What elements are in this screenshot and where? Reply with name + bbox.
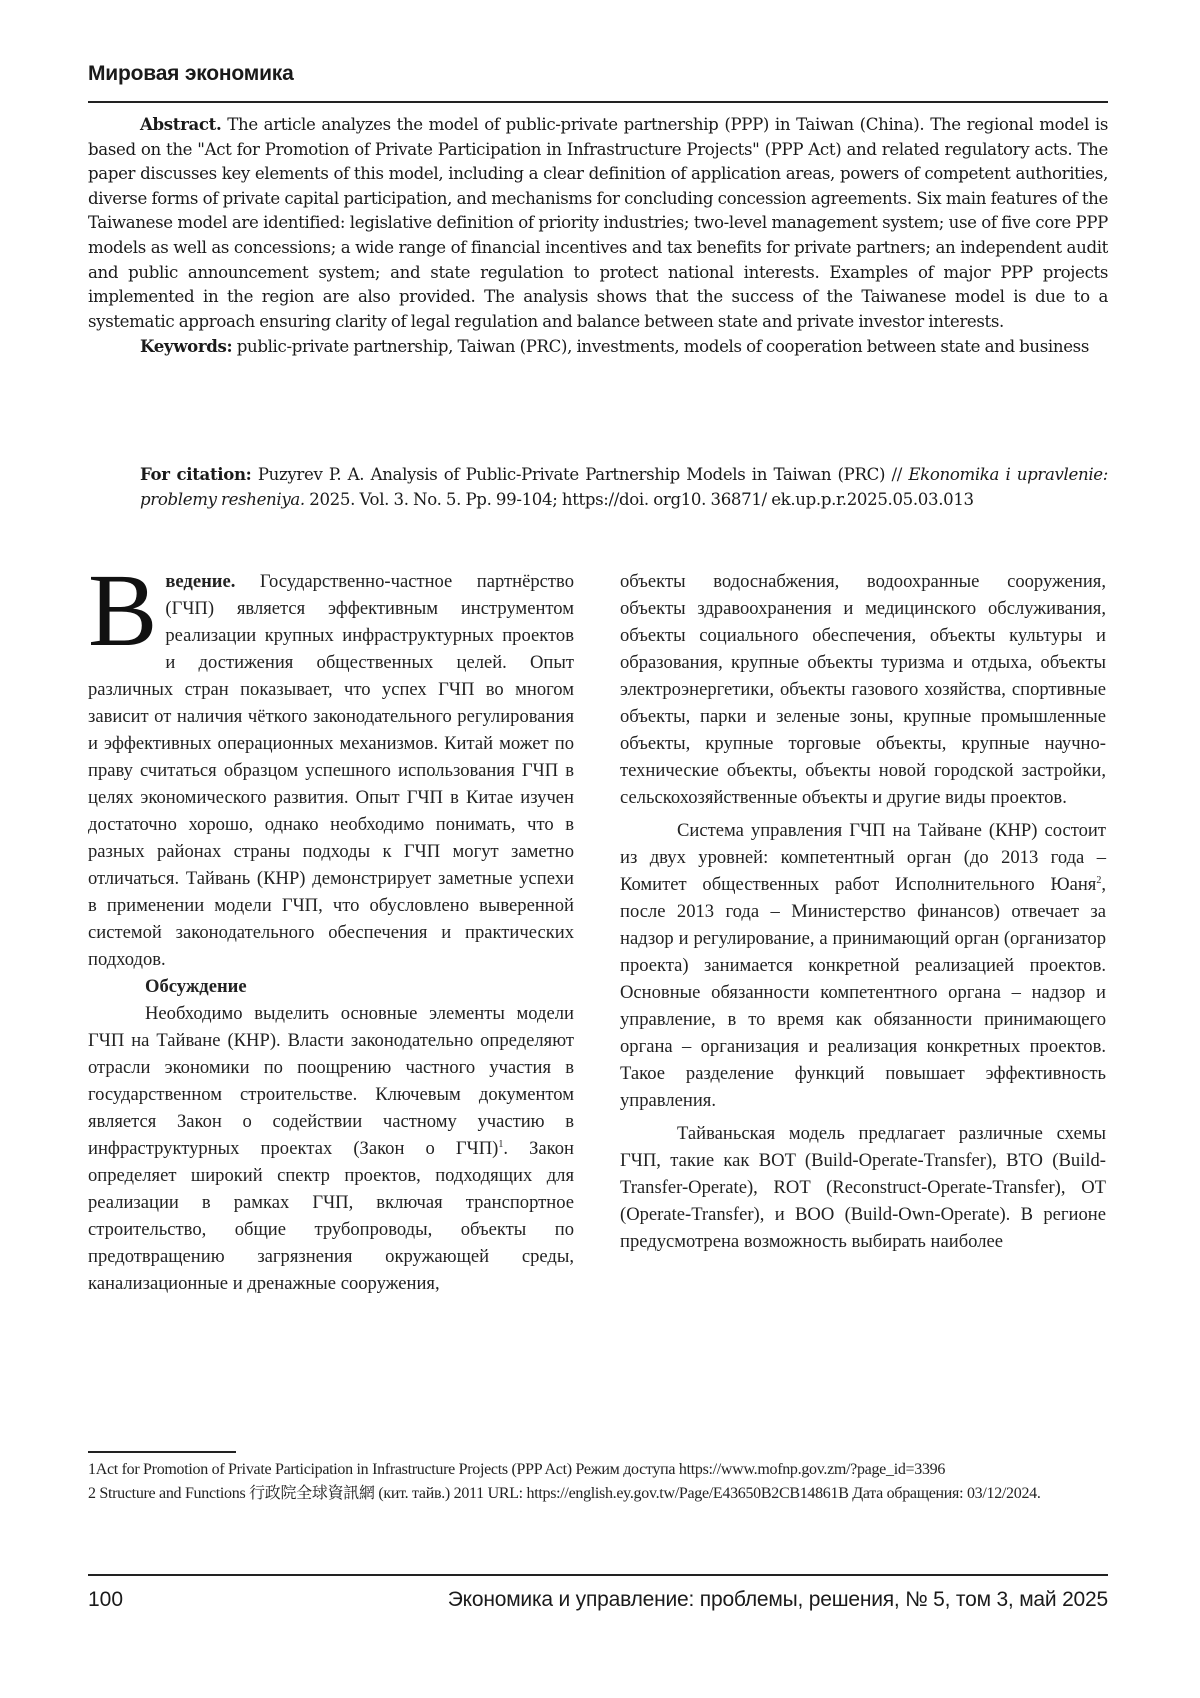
- journal-info: Экономика и управление: проблемы, решения, № 5, том 3, май 2025: [447, 1588, 1108, 1611]
- discussion-text-1: Необходимо выделить основные элементы модели ГЧП на Тайване (КНР). Власти законодательно определяют отрасли экономики по поощрению частного участия в государственном строительстве. Ключевым документом является Закон о содействии частному участию в инфраструктурных проектах (Закон о ГЧП): [88, 1003, 574, 1159]
- keywords-label: Keywords:: [140, 336, 233, 357]
- footnote-text: Structure and Functions 行政院全球資訊網 (кит. тайв.) 2011 URL: https://english.ey.gov.tw/Page/E43650B2CB14861B Дата обращения: 03/12/2024.: [99, 1485, 1041, 1502]
- intro-heading: ведение.: [165, 571, 236, 592]
- abstract-block: [88, 112, 1108, 360]
- management-paragraph: [620, 817, 1106, 1114]
- footnote-text: Act for Promotion of Private Participation in Infrastructure Projects (PPP Act) Режим доступа https://www.mofnp.gov.zm/?page_id=3396: [95, 1461, 946, 1478]
- abstract-label: Abstract.: [140, 114, 222, 134]
- citation-text-after: 2025. Vol. 3. No. 5. Pp. 99-104; https://doi. org10. 36871/ ek.up.p.r.2025.05.03.013: [304, 489, 974, 509]
- citation-block: [140, 462, 1108, 512]
- header-divider: [88, 101, 1108, 103]
- footnote-2: [88, 1482, 1108, 1506]
- section-title: Мировая экономика: [88, 62, 294, 85]
- keywords-text: public-private partnership, Taiwan (PRC), investments, models of cooperation between state and business: [232, 337, 1090, 357]
- citation-text-before: Puzyrev P. A. Analysis of Public-Private Partnership Models in Taiwan (PRC) //: [251, 465, 909, 484]
- drop-cap: В: [88, 553, 158, 668]
- models-paragraph: Тайваньская модель предлагает различные схемы ГЧП, такие как BOT (Build-Operate-Transfer), BTO (Build-Transfer-Operate), ROT (Reconstruct-Operate-Transfer), OT (Operate-Transfer), и BOO (Build-Own-Operate). В регионе предусмотрена возможность выбирать наиболее: [620, 1123, 1106, 1252]
- footnote-number: 1: [88, 1461, 96, 1478]
- management-text-2: , после 2013 года – Министерство финансов) отвечает за надзор и регулирование, а принимающий орган (организатор проекта) занимается конкретной реализацией проектов. Основные обязанности компетентного органа – надзор и управление, в то время как обязанности принимающего органа – организация и реализация конкретных проектов. Такое разделение функций повышает эффективность управления.: [620, 874, 1106, 1111]
- intro-paragraph: [88, 553, 574, 973]
- projects-list-paragraph: объекты водоснабжения, водоохранные сооружения, объекты здравоохранения и медицинского обслуживания, объекты социального обеспечения, объекты культуры и образования, крупные объекты туризма и отдыха, объекты электроэнергетики, объекты газового хозяйства, спортивные объекты, парки и зеленые зоны, крупные промышленные объекты, крупные торговые объекты, крупные научно-технические объекты, объекты новой городской застройки, сельскохозяйственные объекты и другие виды проектов.: [620, 571, 1106, 808]
- footnote-divider: [88, 1451, 236, 1453]
- citation-label: For citation:: [140, 464, 252, 484]
- body-column-left: [88, 553, 574, 1297]
- body-column-right: [620, 568, 1106, 1255]
- footnotes: [88, 1458, 1108, 1506]
- management-text-1: Система управления ГЧП на Тайване (КНР) состоит из двух уровней: компетентный орган (до 2013 года – Комитет общественных работ Исполнительного Юаня: [620, 820, 1106, 895]
- footnote-1: [88, 1458, 1108, 1482]
- citation-journal: Ekonomika i upravlenie: problemy resheniya.: [140, 465, 1108, 509]
- intro-text: Государственно-частное партнёрство (ГЧП) является эффективным инструментом реализации крупных инфраструктурных проектов и достижения общественных целей. Опыт различных стран показывает, что успех ГЧП во многом зависит от наличия чёткого законодательного регулирования и эффективных операционных механизмов. Китай может по праву считаться образцом успешного использования ГЧП в целях экономического развития. Опыт ГЧП в Китае изучен достаточно хорошо, однако необходимо понимать, что в разных районах страны подходы к ГЧП могут заметно отличаться. Тайвань (КНР) демонстрирует заметные успехи в применении модели ГЧП, что обусловлено выверенной системой законодательного обеспечения и практических подходов.: [88, 571, 574, 970]
- footnote-ref-2[interactable]: 2: [1096, 874, 1102, 886]
- discussion-heading: Обсуждение: [145, 976, 247, 997]
- page-number: 100: [88, 1588, 124, 1611]
- abstract-text: The article analyzes the model of public-private partnership (PPP) in Taiwan (China). The regional model is based on the "Act for Promotion of Private Participation in Infrastructure Projects" (PPP Act) and related regulatory acts. The paper discusses key elements of this model, including a clear definition of application areas, powers of competent authorities, diverse forms of private capital participation, and mechanisms for concluding concession agreements. Six main features of the Taiwanese model are identified: legislative definition of priority industries; two-level management system; use of five core PPP models as well as concessions; a wide range of financial incentives and tax benefits for private partners; an independent audit and public announcement system; and state regulation to protect national interests. Examples of major PPP projects implemented in the region are also provided. The analysis shows that the success of the Taiwanese model is due to a systematic approach ensuring clarity of legal regulation and balance between state and private investor interests.: [88, 115, 1108, 331]
- discussion-text-2: . Закон определяет широкий спектр проектов, подходящих для реализации в рамках ГЧП, включая транспортное строительство, общие трубопроводы, объекты по предотвращению загрязнения окружающей среды, канализационные и дренажные сооружения,: [88, 1138, 574, 1294]
- keywords-paragraph: [88, 334, 1108, 360]
- footnote-ref-1[interactable]: 1: [498, 1138, 504, 1150]
- abstract-paragraph: [88, 112, 1108, 334]
- discussion-paragraph: [88, 1000, 574, 1297]
- footnote-number: 2: [88, 1485, 96, 1502]
- footer-divider: [88, 1574, 1108, 1576]
